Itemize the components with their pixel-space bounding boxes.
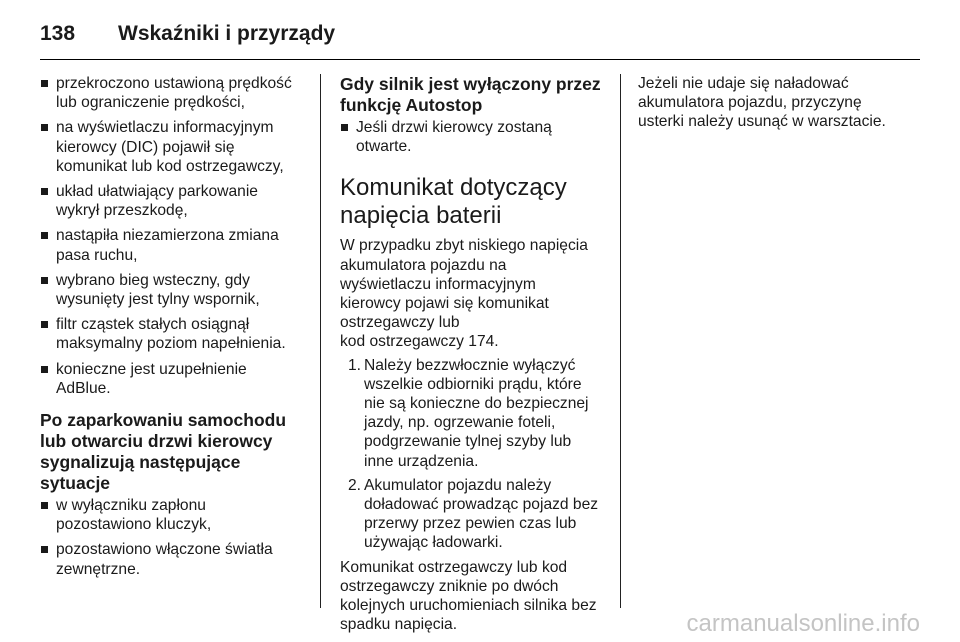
bullet-square-icon (341, 124, 348, 131)
page-title: Wskaźniki i przyrządy (118, 22, 336, 45)
list-item-line: wybrano bieg wsteczny, gdy (56, 271, 250, 289)
column-divider-1 (320, 74, 321, 608)
bullet-square-icon (41, 124, 48, 131)
list-item (40, 182, 310, 220)
column-1 (40, 74, 310, 585)
step-number: 2. (348, 476, 362, 494)
list-item-line: pozostawiono kluczyk, (56, 516, 212, 534)
header-rule (40, 59, 920, 60)
step-item: 1. Należy bezzwłocznie wyłączyć wszelkie odbiorniki prądu, które nie są konieczne do bezpiecznej jazdy, np. ogrzewanie foteli, podgrzewanie tylnej szyby lub inne urządzenia. (348, 356, 589, 470)
bullet-square-icon (41, 188, 48, 195)
bullet-square-icon (41, 80, 48, 87)
column-2 (340, 74, 610, 638)
list-item-line: pozostawiono włączone światła (56, 541, 273, 559)
section-heading-parking: Po zaparkowaniu samochodu lub otwarciu drzwi kierowcy sygnalizują następujące sytuacje (40, 410, 287, 494)
bullet-square-icon (41, 546, 48, 553)
bullet-square-icon (41, 232, 48, 239)
watermark: carmanualsonline.info (686, 610, 920, 637)
list-item-line: wykrył przeszkodę, (56, 202, 188, 220)
warning-conditions-list (40, 74, 310, 398)
list-item (40, 74, 310, 112)
list-item-line: zewnętrzne. (56, 560, 141, 578)
list-item-line: Jeśli drzwi kierowcy zostaną (356, 119, 552, 136)
list-item-line: pasa ruchu, (56, 246, 138, 264)
battery-outro-paragraph: Komunikat ostrzegawczy lub kod ostrzegawczy zniknie po dwóch kolejnych uruchomieniach silnika bez spadku napięcia. (340, 558, 597, 634)
list-item (40, 540, 310, 578)
list-item (40, 360, 310, 398)
section-title-battery: Komunikat dotyczący napięcia baterii (340, 174, 567, 230)
step-item: 2. Akumulator pojazdu należy doładować prowadząc pojazd bez przerwy przez pewien czas lub używając ładowarki. (348, 476, 599, 552)
list-item-line: komunikat lub kod ostrzegawczy, (56, 157, 284, 175)
list-item-line: w wyłączniku zapłonu (56, 497, 206, 515)
step-number: 1. (348, 356, 362, 374)
list-item-line: AdBlue. (56, 379, 111, 397)
workshop-paragraph: Jeżeli nie udaje się naładować akumulatora pojazdu, przyczynę usterki należy usunąć w warsztacie. (638, 75, 886, 131)
list-item-line: na wyświetlaczu informacyjnym (56, 119, 274, 137)
battery-steps-list (340, 356, 610, 553)
column-3 (638, 74, 918, 136)
list-item-line: układ ułatwiający parkowanie (56, 183, 258, 201)
bullet-square-icon (41, 502, 48, 509)
parking-conditions-list (40, 496, 310, 579)
column-divider-2 (620, 74, 621, 608)
list-item-line: przekroczono ustawioną prędkość (56, 75, 292, 92)
bullet-square-icon (41, 321, 48, 328)
list-item-line: otwarte. (356, 138, 412, 156)
battery-intro-paragraph: W przypadku zbyt niskiego napięcia akumulatora pojazdu na wyświetlaczu informacyjnym kierowcy pojawi się komunikat ostrzegawczy lub kod ostrzegawczy 174. (340, 237, 588, 351)
section-heading-autostop: Gdy silnik jest wyłączony przez funkcję Autostop (340, 74, 601, 115)
list-item (40, 118, 310, 176)
list-item-line: maksymalny poziom napełnienia. (56, 335, 286, 353)
list-item-line: nastąpiła niezamierzona zmiana (56, 227, 279, 245)
list-item-line: kierowcy (DIC) pojawił się (56, 138, 235, 156)
bullet-square-icon (41, 366, 48, 373)
autostop-conditions-list (340, 118, 610, 156)
list-item (40, 496, 310, 534)
list-item-line: filtr cząstek stałych osiągnął (56, 316, 250, 334)
list-item-line: lub ograniczenie prędkości, (56, 94, 245, 112)
list-item (40, 226, 310, 264)
list-item-line: wysunięty jest tylny wspornik, (56, 291, 260, 309)
page-number: 138 (40, 22, 76, 45)
list-item-line: konieczne jest uzupełnienie (56, 360, 247, 378)
bullet-square-icon (41, 277, 48, 284)
list-item (40, 315, 310, 353)
list-item (40, 271, 310, 309)
list-item (340, 118, 610, 156)
